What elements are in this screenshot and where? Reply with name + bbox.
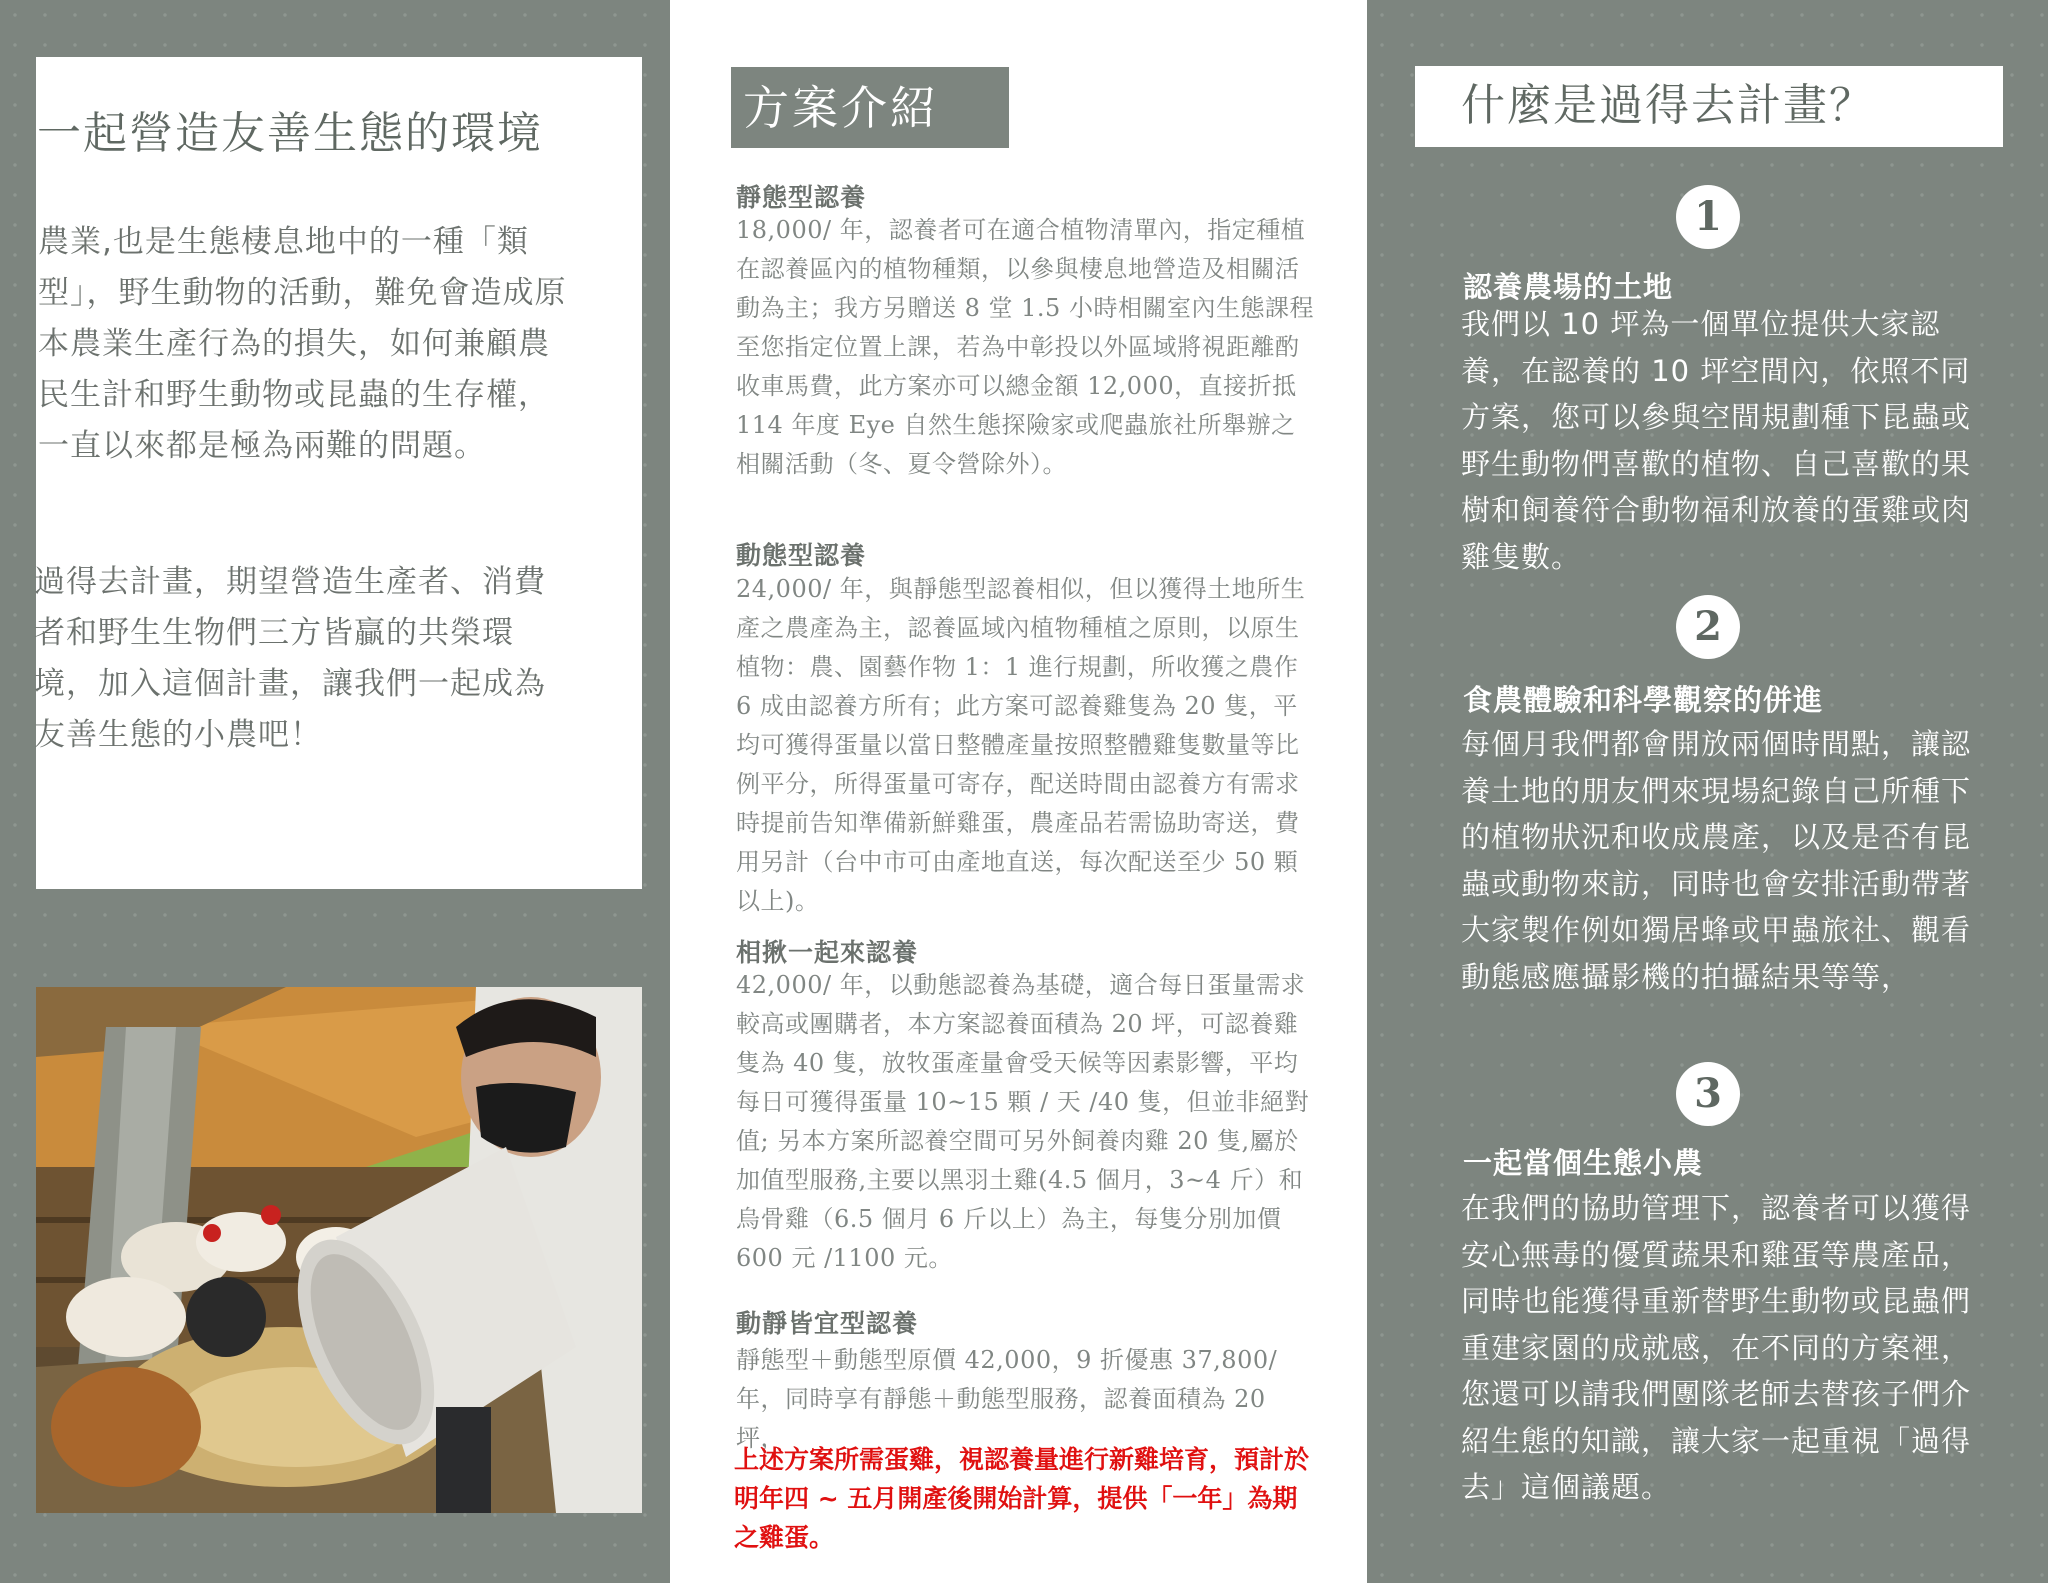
- step-3-heading: 一起當個生態小農: [1463, 1146, 1704, 1180]
- step-2-heading: 食農體驗和科學觀察的併進: [1463, 683, 1824, 717]
- intro-card: [36, 57, 642, 889]
- left-panel: [0, 0, 670, 1583]
- project-title: 什麼是過得去計畫？: [1461, 80, 1875, 131]
- plan-static-body: 18,000/ 年，認養者可在適合植物清單內，指定種植在認養區內的植物種類，以參與棲息地營造及相關活動為主；我方另贈送 8 堂 1.5 小時相關室內生態課程至您指定位置上課，若為中彰投以外區域將視距離酌收車馬費，此方案亦可以總金額 12,000，直接折抵 114 年度 Eye 自然生態探險家或爬蟲旅社所舉辦之相關活動（冬、夏令營除外）。: [736, 216, 1314, 478]
- middle-panel: [670, 0, 1367, 1583]
- step-1-body: 我們以 10 坪為一個單位提供大家認養，在認養的 10 坪空間內，依照不同方案，您可以參與空間規劃種下昆蟲或野生動物們喜歡的植物、自己喜歡的果樹和飼養符合動物福利放養的蛋雞或肉雞隻數。: [1461, 307, 1972, 574]
- plan-group-body: 42,000/ 年，以動態認養為基礎，適合每日蛋量需求較高或團購者，本方案認養面積為 20 坪，可認養雞隻為 40 隻，放牧蛋產量會受天候等因素影響，平均每日可獲得蛋量 10~15 顆 / 天 /40 隻，但並非絕對值; 另本方案所認養空間可另外飼養肉雞 20 隻,屬於加值型服務,主要以黑羽土雞(4.5 個月，3~4 斤）和烏骨雞（6.5 個月 6 斤以上）為主，每隻分別加價 600 元 /1100 元。: [736, 971, 1310, 1272]
- right-panel: [1367, 0, 2048, 1583]
- step-number-2: 2: [1676, 595, 1740, 659]
- plan-dynamic-heading: 動態型認養: [736, 541, 867, 570]
- step-2-body: 每個月我們都會開放兩個時間點，讓認養土地的朋友們來現場紀錄自己所種下的植物狀況和收成農產，以及是否有昆蟲或動物來訪，同時也會安排活動帶著大家製作例如獨居蜂或甲蟲旅社、觀看動態感應攝影機的拍攝結果等等，: [1461, 727, 1972, 994]
- plan-dynamic-body: 24,000/ 年，與靜態型認養相似，但以獲得土地所生產之農產為主，認養區域內植物種植之原則，以原生植物：農、園藝作物 1：1 進行規劃，所收獲之農作 6 成由認養方所有；此方案可認養雞隻為 20 隻，平均可獲得蛋量以當日整體產量按照整體雞隻數量等比例平分，所得蛋量可寄存，配送時間由認養方有需求時提前告知準備新鮮雞蛋，農產品若需協助寄送，費用另計（台中市可由產地直送，每次配送至少 50 顆以上)。: [736, 575, 1306, 915]
- step-number-1: 1: [1676, 185, 1740, 249]
- plan-static-heading: 靜態型認養: [736, 183, 867, 212]
- plan-group-heading: 相揪一起來認養: [736, 938, 919, 967]
- plans-title: 方案介紹: [743, 81, 939, 135]
- farm-photo: [36, 987, 642, 1513]
- intro-title: 一起營造友善生態的環境: [37, 108, 543, 159]
- step-1-heading: 認養農場的土地: [1463, 270, 1674, 304]
- plan-combo-body: 靜態型＋動態型原價 42,000，9 折優惠 37,800/ 年，同時享有靜態＋動態型服務，認養面積為 20 坪，: [736, 1346, 1278, 1452]
- step-3-body: 在我們的協助管理下，認養者可以獲得安心無毒的優質蔬果和雞蛋等農產品，同時也能獲得重新替野生動物或昆蟲們重建家園的成就感，在不同的方案裡，您還可以請我們團隊老師去替孩子們介紹生態的知識，讓大家一起重視「過得去」這個議題。: [1461, 1191, 1972, 1504]
- intro-paragraph-2: 過得去計畫，期望營造生產者、消費者和野生生物們三方皆贏的共榮環境，加入這個計畫，讓我們一起成為友善生態的小農吧！: [34, 564, 546, 753]
- plan-combo-heading: 動靜皆宜型認養: [736, 1309, 919, 1338]
- plans-note: 上述方案所需蛋雞，視認養量進行新雞培育，預計於明年四 ~ 五月開產後開始計算，提供「一年」為期之雞蛋。: [734, 1445, 1310, 1552]
- intro-paragraph-1: 農業,也是生態棲息地中的一種「類型」，野生動物的活動，難免會造成原本農業生產行為的損失，如何兼顧農民生計和野生動物或昆蟲的生存權，一直以來都是極為兩難的問題。: [38, 224, 567, 464]
- step-number-3: 3: [1676, 1062, 1740, 1126]
